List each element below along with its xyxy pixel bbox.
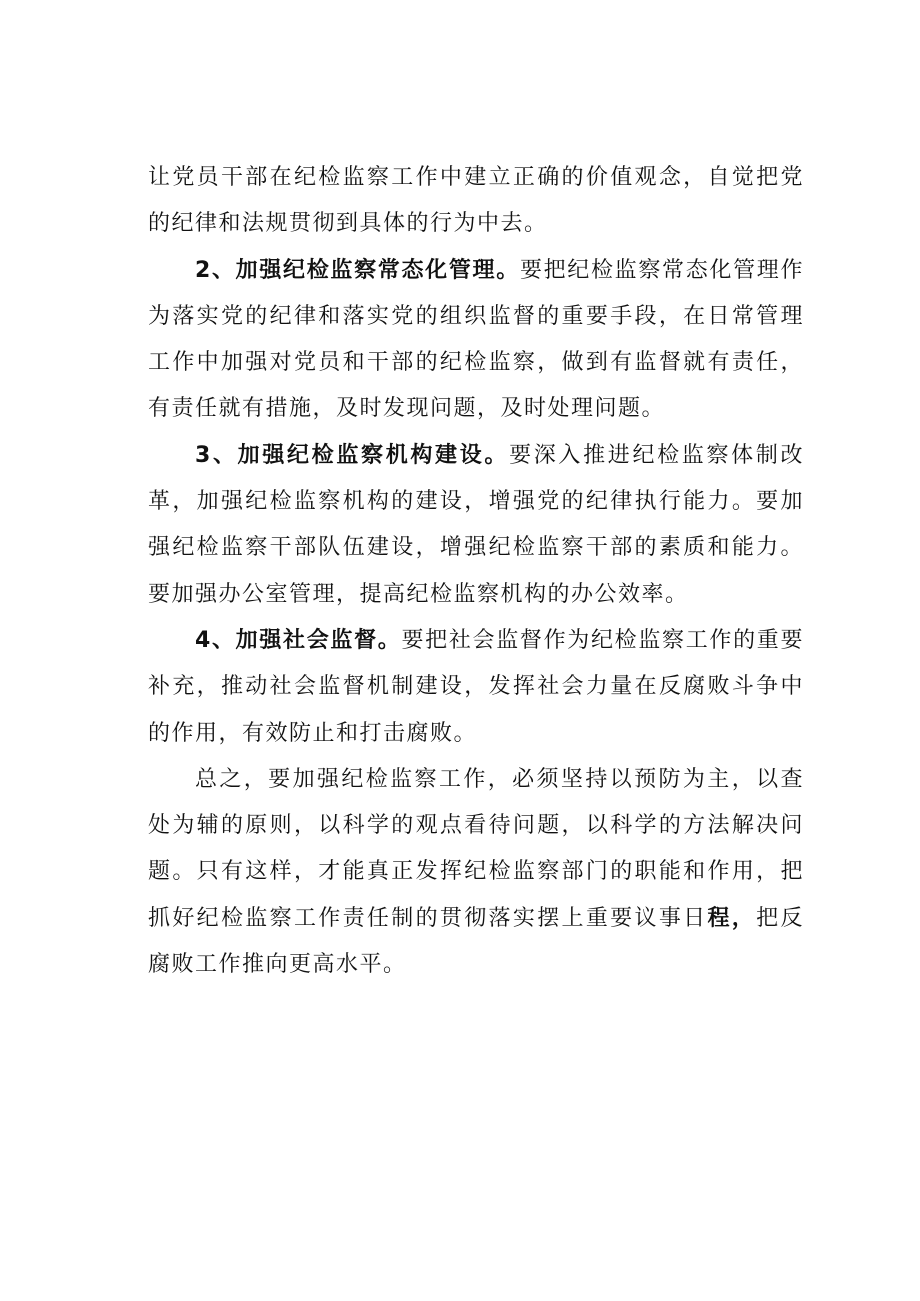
paragraph-continuation [148,155,804,248]
paragraph-body-part1: 总之，要加强纪检监察工作，必须坚持以预防为主，以查处为辅的原则，以科学的观点看待问题，以科学的方法解决问题。只有这样，才能真正发挥纪检监察部门的职能和作用，把抓好纪检监察工作责任制的贯彻落实摆上重要议事日 [148,766,804,931]
paragraph-body-bold: 程， [707,905,757,931]
document-page [148,155,804,988]
paragraph-body: 要把社会监督作为纪检监察工作的重要补充，推动社会监督机制建设，发挥社会力量在反腐败斗争中的作用，有效防止和打击腐败。 [148,627,804,746]
paragraph-item-2 [148,248,804,433]
paragraph-heading: 3、加强纪检监察机构建设。 [195,442,510,468]
paragraph-body: 让党员干部在纪检监察工作中建立正确的价值观念，自觉把党的纪律和法规贯彻到具体的行为中去。 [148,165,804,237]
paragraph-body-part2: 把反腐败工作推向更高水平。 [148,905,804,978]
paragraph-heading: 4、加强社会监督。 [195,627,402,653]
paragraph-body: 要深入推进纪检监察体制改革，加强纪检监察机构的建设，增强党的纪律执行能力。要加强纪检监察干部队伍建设，增强纪检监察干部的素质和能力。要加强办公室管理，提高纪检监察机构的办公效率。 [148,442,804,607]
paragraph-heading: 2、加强纪检监察常态化管理。 [195,257,520,283]
paragraph-body: 要把纪检监察常态化管理作为落实党的纪律和落实党的组织监督的重要手段，在日常管理工作中加强对党员和干部的纪检监察，做到有监督就有责任，有责任就有措施，及时发现问题，及时处理问题。 [148,257,804,422]
paragraph-conclusion [148,757,804,988]
paragraph-item-4 [148,618,804,757]
paragraph-item-3 [148,433,804,618]
